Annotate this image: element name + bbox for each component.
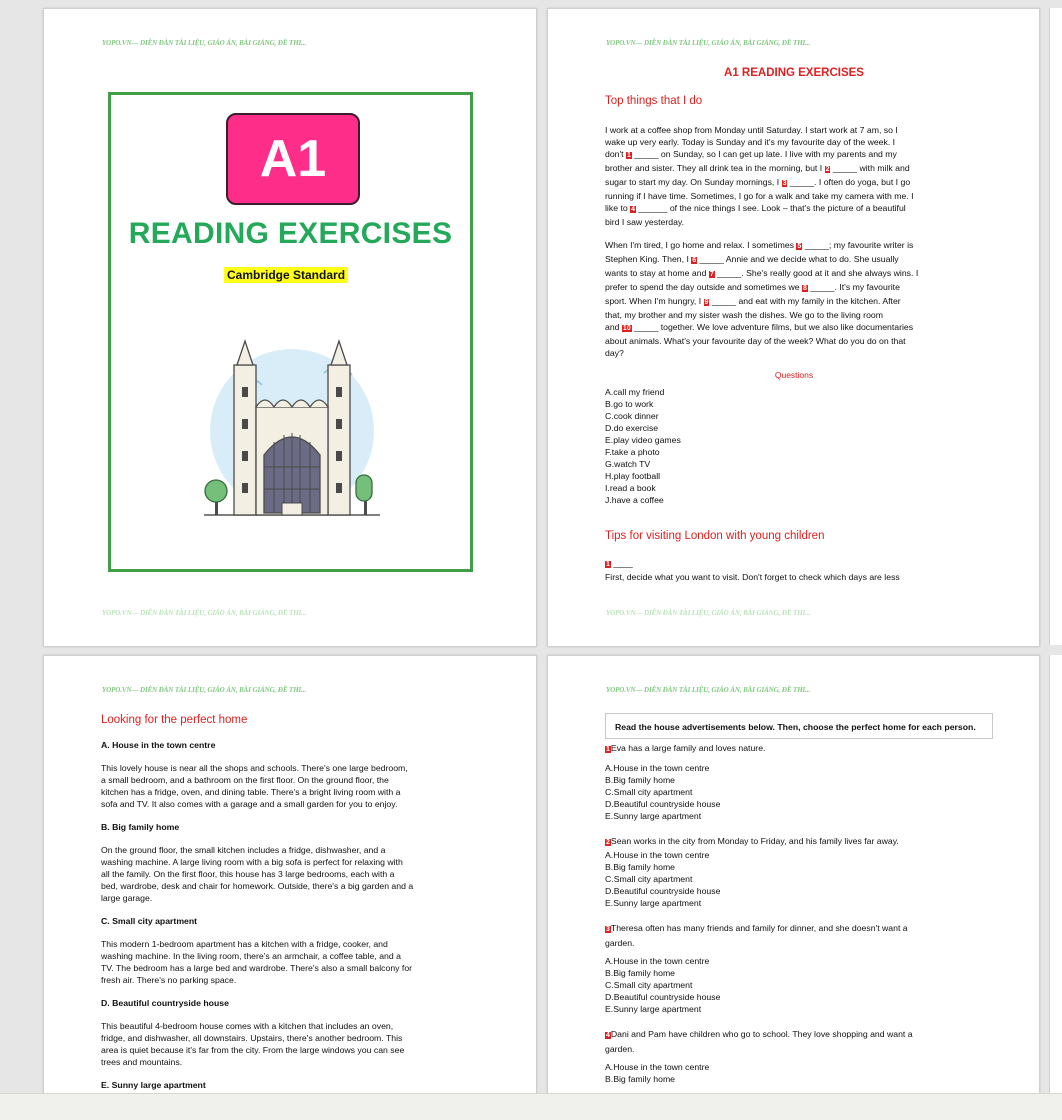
tip-item [605, 557, 983, 571]
blank-number: 4 [631, 206, 636, 213]
text-line: sugar to start my day. On Sunday mornings, I 3 _____. I often do yoga, but I go [605, 177, 911, 187]
text-line: sport. When I'm hungry, I 9 _____ and eat with my family in the kitchen. After [605, 296, 901, 306]
text-line: brother and sister. They all drink tea in the morning, but I 2 _____ with milk and [605, 163, 910, 173]
text-line: kitchen has a fridge, oven, and dining table. There's a bright living room with a [101, 787, 401, 797]
page-4-content [605, 713, 993, 1085]
blank-number: 9 [704, 299, 709, 306]
item-number: 2 [606, 839, 610, 846]
item-number: 1 [606, 746, 610, 753]
person-text: Eva has a large family and loves nature. [610, 743, 766, 753]
questions-title: Questions [774, 370, 814, 380]
person-item [605, 742, 993, 822]
text-line: like to 4 ______ of the nice things I see. Look – that's the picture of a beautiful [605, 203, 906, 213]
page-2 [547, 8, 1040, 647]
castle-illustration [204, 327, 380, 527]
option-item: A.call my friend [605, 387, 665, 397]
person-item [605, 1028, 993, 1085]
option-item: A.House in the town centre [605, 1062, 710, 1072]
page-header: YOPO.VN— DIỄN ĐÀN TÀI LIỆU, GIÁO ÁN, BÀI GIẢNG, ĐỀ THI... [102, 686, 307, 694]
person-text: Theresa often has many friends and family for dinner, and she doesn't want a [610, 923, 908, 933]
text-line: that, my brother and my sister wash the dishes. We go to the living room [605, 310, 883, 320]
page-header: YOPO.VN— DIỄN ĐÀN TÀI LIỆU, GIÁO ÁN, BÀI GIẢNG, ĐỀ THI... [606, 39, 811, 47]
ad-text [101, 938, 480, 986]
blank-number: 1 [626, 152, 631, 159]
person-text: garden. [605, 938, 635, 948]
person-text: garden. [605, 1044, 635, 1054]
level-badge: A1 [226, 113, 360, 205]
options-list [605, 849, 993, 909]
cover-standard: Cambridge Standard [224, 267, 348, 283]
page-3-content [101, 714, 480, 1091]
blank-number: 5 [797, 243, 802, 250]
ad-text [101, 844, 480, 904]
text-line: This lovely house is near all the shops and schools. There's one large bedroom, [101, 763, 408, 773]
options-list [605, 762, 993, 822]
page-3 [43, 655, 537, 1107]
option-item: E.play video games [605, 435, 681, 445]
blank-number: 6 [692, 257, 697, 264]
text-line: bed, wardrobe, desk and chair for homework. Outside, there's a big garden and a [101, 881, 414, 891]
person-item [605, 922, 993, 1015]
section-heading: Looking for the perfect home [101, 714, 248, 726]
text-line: sofa and TV. It also comes with a garage and a small garden for you to enjoy. [101, 799, 398, 809]
option-item: F.take a photo [605, 447, 660, 457]
text-line: washing machine. In the living room, there's an armchair, a coffee table, and a [101, 951, 401, 961]
option-item: E.Sunny large apartment [605, 898, 702, 908]
text-line: On the ground floor, the small kitchen includes a fridge, dishwasher, and a [101, 845, 386, 855]
blank-number: 10 [622, 325, 631, 332]
option-item: B.Big family home [605, 968, 676, 978]
section-heading: Tips for visiting London with young children [605, 530, 825, 542]
instruction-box: Read the house advertisements below. Then, choose the perfect home for each person. [605, 713, 993, 739]
option-item: C.Small city apartment [605, 980, 693, 990]
text-line: washing machine. A large living room with a big sofa is perfect for relaxing with [101, 857, 403, 867]
item-number: 4 [606, 1032, 610, 1039]
text-line: day? [605, 348, 624, 358]
text-line: bird I saw yesterday. [605, 217, 685, 227]
page-header: YOPO.VN— DIỄN ĐÀN TÀI LIỆU, GIÁO ÁN, BÀI GIẢNG, ĐỀ THI... [102, 39, 307, 47]
text-line: fridge, and dishwasher, all downstairs. Upstairs, there's another bedroom. This [101, 1033, 403, 1043]
option-item: E.Sunny large apartment [605, 811, 702, 821]
blank-number: 3 [782, 180, 787, 187]
blank-number: 8 [803, 285, 807, 292]
option-item: D.do exercise [605, 423, 659, 433]
option-item: C.cook dinner [605, 411, 659, 421]
item-number: 1 [606, 561, 610, 568]
option-item: D.Beautiful countryside house [605, 992, 721, 1002]
paragraph-1 [605, 124, 983, 228]
cover-frame [108, 92, 473, 572]
text-line: a small bedroom, and a bathroom on the first floor. On the ground floor, the [101, 775, 389, 785]
text-line: I work at a coffee shop from Monday until Saturday. I start work at 7 am, so I [605, 125, 898, 135]
doc-title: A1 READING EXERCISES [724, 67, 864, 79]
option-item: C.Small city apartment [605, 874, 693, 884]
text-line: This beautiful 4-bedroom house comes with a kitchen that includes an oven, [101, 1021, 394, 1031]
option-item: I.read a book [605, 483, 656, 493]
option-item: A.House in the town centre [605, 956, 710, 966]
person-item [605, 835, 993, 909]
text-line: about animals. What's your favourite day of the week? What do you do on that [605, 336, 906, 346]
ad-text [101, 762, 480, 810]
text-line: wake up very early. Today is Sunday and it's my favourite day of the week. I [605, 137, 896, 147]
blank-number: 7 [709, 271, 714, 278]
ad-heading: C. Small city apartment [101, 916, 198, 926]
page-header: YOPO.VN— DIỄN ĐÀN TÀI LIỆU, GIÁO ÁN, BÀI GIẢNG, ĐỀ THI... [606, 686, 811, 694]
page-1-cover [43, 8, 537, 647]
blank-number: 2 [825, 166, 830, 173]
options-list [605, 955, 993, 1015]
text-line: and 10 _____ together. We love adventure films, but we also like documentaries [605, 322, 914, 332]
option-item: C.Small city apartment [605, 787, 693, 797]
next-page-edge [1049, 655, 1062, 1105]
option-item: D.Beautiful countryside house [605, 886, 721, 896]
text-line: large garage. [101, 893, 153, 903]
text-line: all the family. On the first floor, this house has 3 large bedrooms, each with a [101, 869, 395, 879]
ad-heading: E. Sunny large apartment [101, 1080, 206, 1090]
text-line: trees and mountains. [101, 1057, 183, 1067]
ad-heading: B. Big family home [101, 822, 180, 832]
options-list [605, 386, 983, 506]
page-2-content [605, 67, 983, 583]
text-line: don't 1 _____ on Sunday, so I can get up late. I live with my parents and my [605, 149, 897, 159]
option-item: G.watch TV [605, 459, 651, 469]
text-line: wants to stay at home and 7 _____. She's really good at it and she always wins. I [605, 268, 919, 278]
text-line: When I'm tired, I go home and relax. I sometimes 5 _____; my favourite writer is [605, 240, 914, 250]
text-line: prefer to spend the day outside and sometimes we 8 _____. It's my favourite [605, 282, 900, 292]
text-line: running if I have time. Sometimes, I go for a walk and take my camera with me. I [605, 191, 914, 201]
ad-heading: A. House in the town centre [101, 740, 216, 750]
person-text: Sean works in the city from Monday to Friday, and his family lives far away. [610, 836, 899, 846]
section-heading: Top things that I do [605, 95, 703, 107]
option-item: D.Beautiful countryside house [605, 799, 721, 809]
option-item: E.Sunny large apartment [605, 1004, 702, 1014]
ad-heading: D. Beautiful countryside house [101, 998, 229, 1008]
page-4 [547, 655, 1040, 1107]
option-item: B.Big family home [605, 862, 676, 872]
text-line: area is quiet because it's far from the city. From the large windows you can see [101, 1045, 405, 1055]
item-number: 3 [606, 926, 610, 933]
option-item: B.Big family home [605, 775, 676, 785]
option-item: A.House in the town centre [605, 763, 710, 773]
status-bar [0, 1093, 1062, 1120]
person-text: Dani and Pam have children who go to school. They love shopping and want a [610, 1029, 913, 1039]
option-item: A.House in the town centre [605, 850, 710, 860]
page-footer: YOPO.VN— DIỄN ĐÀN TÀI LIỆU, GIÁO ÁN, BÀI GIẢNG, ĐỀ THI... [606, 609, 811, 617]
text-line: TV. The bedroom has a large bed and wardrobe. There's also a small balcony for [101, 963, 413, 973]
cover-title: READING EXERCISES [128, 217, 453, 250]
text-line: Stephen King. Then, I 6 _____ Annie and we decide what to do. She usually [605, 254, 899, 264]
text-line: This modern 1-bedroom apartment has a kitchen with a fridge, cooker, and [101, 939, 388, 949]
next-page-edge [1049, 8, 1062, 645]
option-item: H.play football [605, 471, 661, 481]
answer-blank: ____ [610, 558, 633, 568]
paragraph-2 [605, 239, 983, 359]
ad-text [101, 1020, 480, 1068]
option-item: J.have a coffee [605, 495, 664, 505]
option-item: B.go to work [605, 399, 654, 409]
tip-text: First, decide what you want to visit. Don't forget to check which days are less [605, 572, 900, 582]
options-list [605, 1061, 993, 1085]
text-line: fresh air. There's no parking space. [101, 975, 237, 985]
page-footer: YOPO.VN— DIỄN ĐÀN TÀI LIỆU, GIÁO ÁN, BÀI GIẢNG, ĐỀ THI... [102, 609, 307, 617]
option-item: B.Big family home [605, 1074, 676, 1084]
